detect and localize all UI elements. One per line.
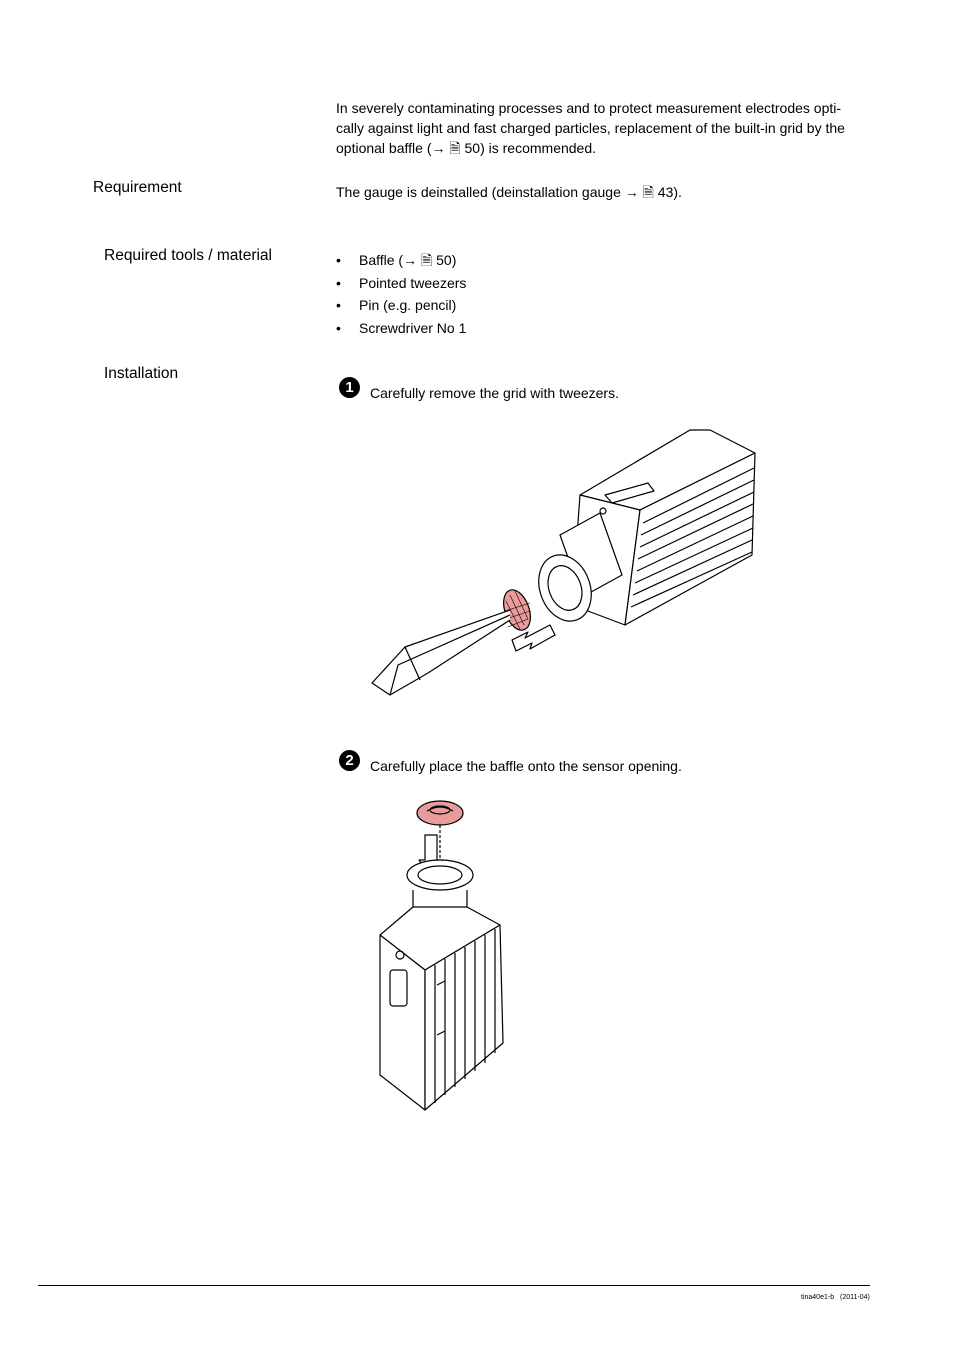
intro-paragraph xyxy=(336,98,866,158)
intro-line: cally against light and fast charged particles, replacement of the built-in grid by the xyxy=(336,120,845,136)
requirement-label: Requirement xyxy=(93,179,182,196)
tools-list xyxy=(336,250,466,340)
gauge-grid-removal-illustration xyxy=(360,425,770,705)
footer-doc-id: tina40e1-b xyxy=(801,1294,835,1301)
installation-label: Installation xyxy=(104,365,179,382)
requirement-text: The gauge is deinstalled (deinstallation gauge → 🗎 43). xyxy=(336,184,682,200)
step-number-2: 2 xyxy=(339,750,360,771)
list-item: • Baffle (→ 🗎 50) xyxy=(336,250,466,273)
step-number-1: 1 xyxy=(339,377,360,398)
footer-date: (2011-04) xyxy=(840,1294,870,1301)
list-item: • Pin (e.g. pencil) xyxy=(336,295,466,318)
intro-line: In severely contaminating processes and to protect measurement electrodes opti- xyxy=(336,100,842,116)
step-1-text: Carefully remove the grid with tweezers. xyxy=(370,385,619,401)
list-item: • Screwdriver No 1 xyxy=(336,318,466,341)
baffle-placement-illustration xyxy=(365,795,525,1115)
footer-rule xyxy=(38,1285,870,1286)
intro-line: optional baffle (→ 🗎 50) is recommended. xyxy=(336,140,597,156)
list-item: • Pointed tweezers xyxy=(336,273,466,296)
step-2-text: Carefully place the baffle onto the sensor opening. xyxy=(370,758,682,774)
tools-label: Required tools / material xyxy=(104,247,272,264)
